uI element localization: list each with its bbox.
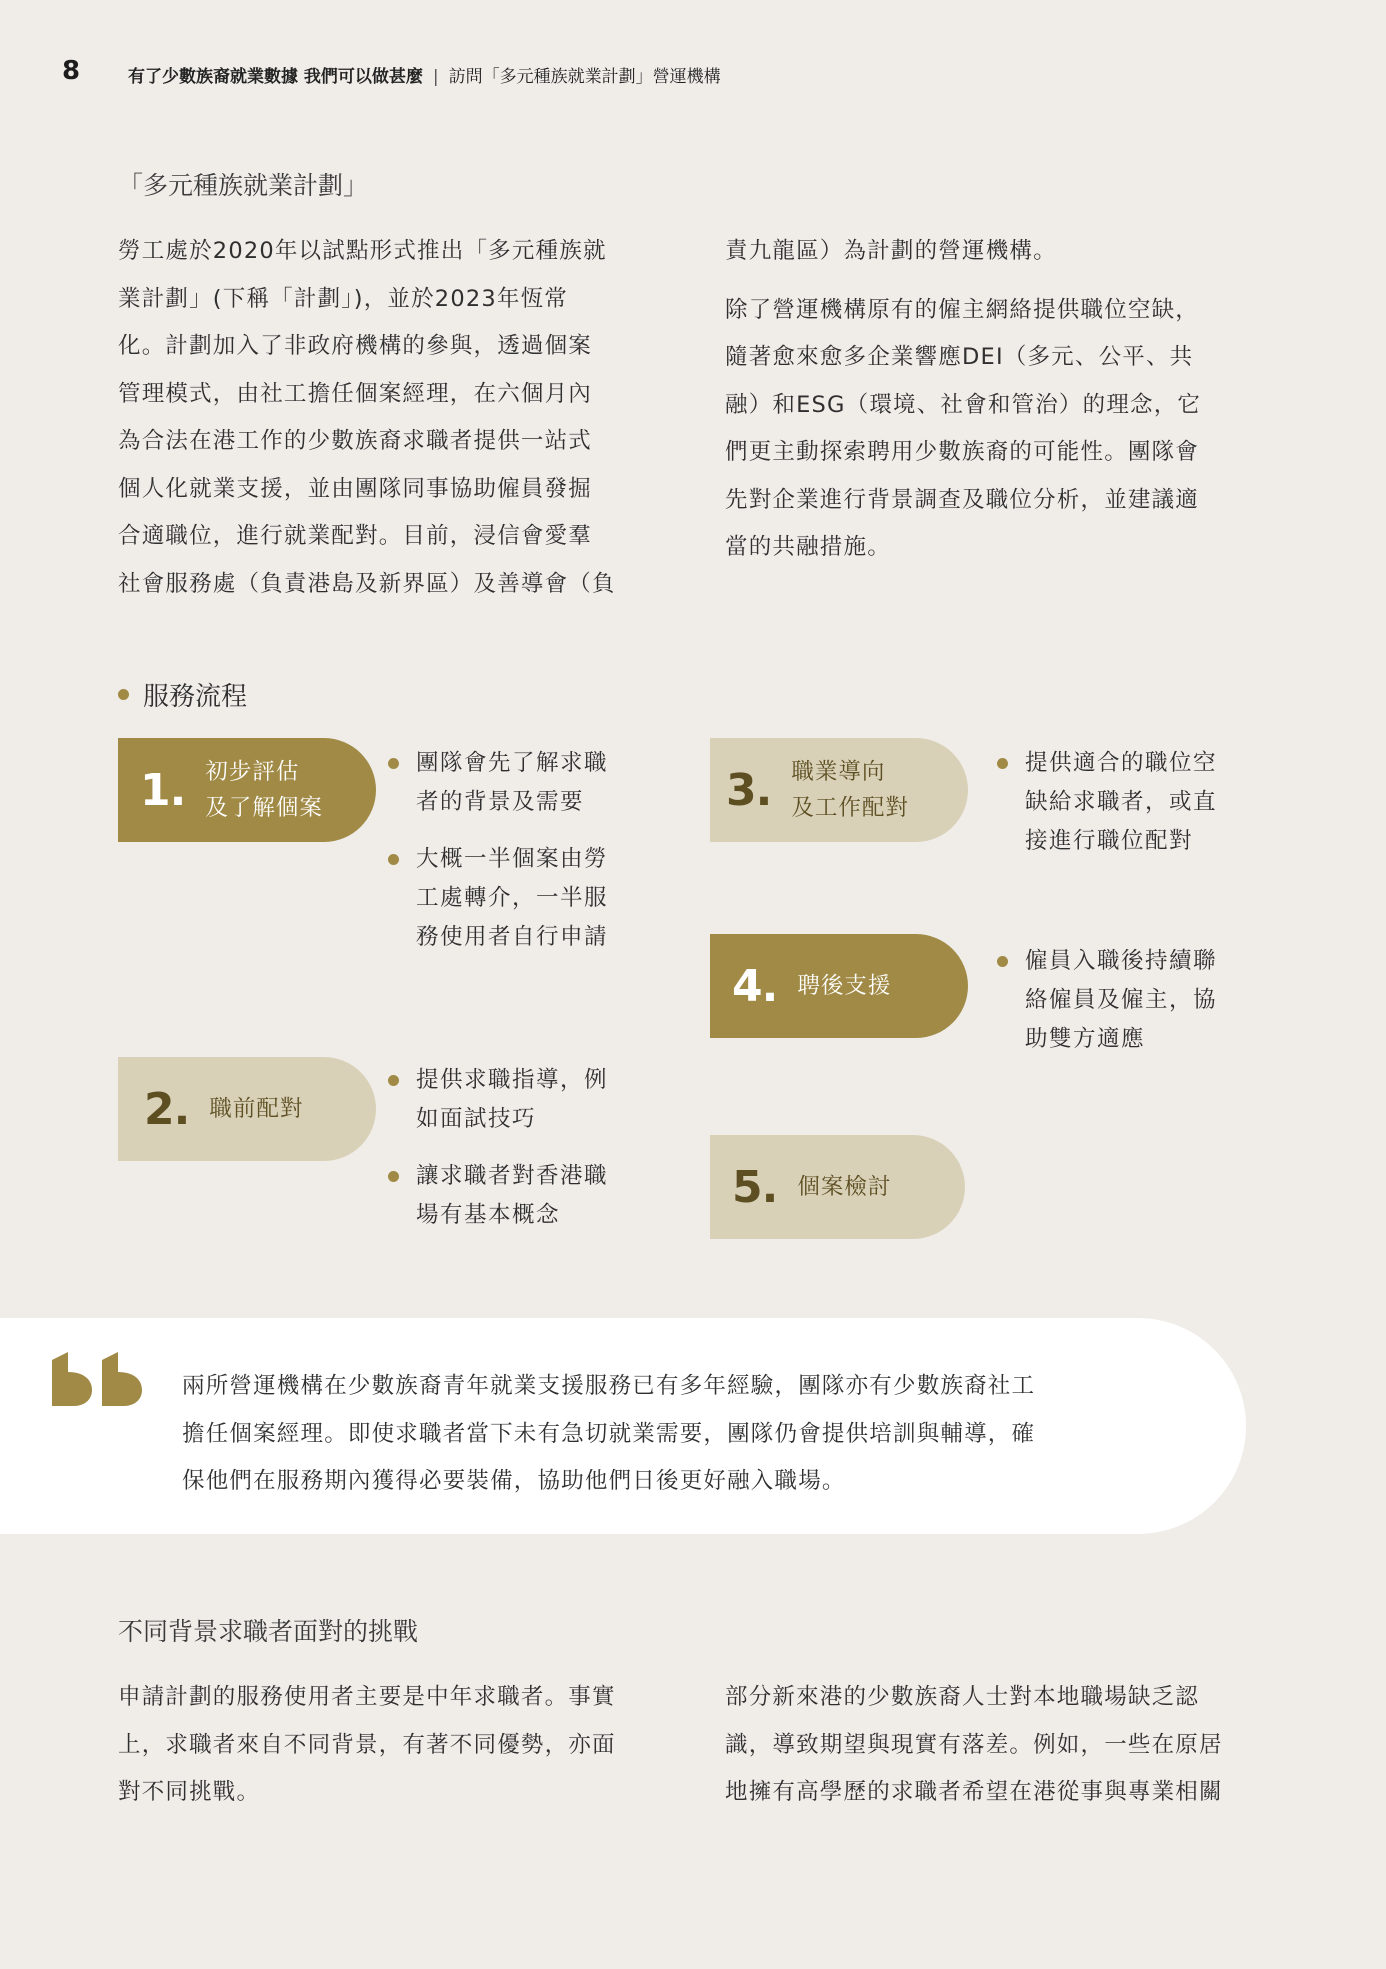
- intro-right-column: [725, 228, 1270, 572]
- process-heading: [118, 676, 247, 713]
- intro-line: 們更主動探索聘用少數族裔的可能性。團隊會: [725, 439, 1200, 465]
- challenges-line: 識，導致期望與現實有落差。例如，一些在原居: [725, 1731, 1223, 1758]
- step-label: [797, 1169, 891, 1205]
- intro-line: 業計劃」(下稱「計劃」)，並於2023年恆常: [118, 285, 568, 312]
- header-separator: |: [432, 67, 439, 87]
- quote-open-icon: [50, 1350, 146, 1412]
- intro-line: 為合法在港工作的少數族裔求職者提供一站式: [118, 428, 593, 454]
- section-title-challenges: 不同背景求職者面對的挑戰: [118, 1617, 419, 1646]
- step-number: 1.: [140, 764, 186, 816]
- step-2-pill: [118, 1057, 376, 1161]
- intro-line: 融）和ESG（環境、社會和管治）的理念，它: [725, 391, 1202, 418]
- step-2-bullets: [386, 1061, 656, 1253]
- quote-line: 擔任個案經理。即使求職者當下未有急切就業需要，團隊仍會提供培訓與輔導，確: [182, 1420, 1036, 1447]
- step-3-pill: [710, 738, 968, 842]
- step-1-bullets: [386, 744, 656, 975]
- step-label-line: 聘後支援: [797, 973, 892, 999]
- step-label-line: 及了解個案: [205, 795, 323, 821]
- bullet-dot-icon: [997, 758, 1008, 769]
- challenges-right-column: [725, 1674, 1270, 1817]
- challenges-line: 上，求職者來自不同背景，有著不同優勢，亦面: [118, 1731, 616, 1758]
- intro-line: 當的共融措施。: [725, 534, 891, 560]
- list-item: [386, 1061, 656, 1139]
- step-label: [797, 968, 891, 1004]
- bullet-dot-icon: [997, 956, 1008, 967]
- bullet-line: 如面試技巧: [416, 1106, 537, 1132]
- bullet-line: 務使用者自行申請: [416, 924, 609, 950]
- bullet-line: 提供適合的職位空: [1025, 750, 1218, 776]
- list-item: [386, 744, 656, 822]
- bullet-line: 大概一半個案由勞: [416, 846, 609, 872]
- step-4-pill: [710, 934, 968, 1038]
- bullet-line: 者的背景及需要: [416, 789, 585, 815]
- intro-line: 責九龍區）為計劃的營運機構。: [725, 238, 1057, 264]
- bullet-dot-icon: [388, 1171, 399, 1182]
- step-4-bullets: [995, 942, 1265, 1077]
- step-label-line: 初步評估: [205, 759, 300, 785]
- step-label: [205, 754, 323, 826]
- process-heading-text: 服務流程: [143, 682, 248, 712]
- step-label-line: 職前配對: [209, 1096, 304, 1122]
- bullet-line: 讓求職者對香港職: [416, 1163, 609, 1189]
- list-item: [386, 840, 656, 957]
- list-item: [995, 942, 1265, 1059]
- intro-line: 勞工處於2020年以試點形式推出「多元種族就: [118, 238, 607, 264]
- section-title-scheme: 「多元種族就業計劃」: [118, 171, 369, 200]
- intro-line: 個人化就業支援，並由團隊同事協助僱員發掘: [118, 475, 593, 502]
- quote-line: 保他們在服務期內獲得必要裝備，協助他們日後更好融入職場。: [182, 1468, 846, 1494]
- bullet-dot-icon: [388, 758, 399, 769]
- step-label-line: 個案檢討: [797, 1174, 892, 1200]
- step-1-pill: [118, 738, 376, 842]
- bullet-dot-icon: [118, 689, 129, 700]
- challenges-line: 地擁有高學歷的求職者希望在港從事與專業相關: [725, 1779, 1223, 1805]
- intro-line: 合適職位，進行就業配對。目前，浸信會愛羣: [118, 523, 593, 549]
- bullet-dot-icon: [388, 854, 399, 865]
- step-label-line: 職業導向: [791, 759, 886, 785]
- quote-line: 兩所營運機構在少數族裔青年就業支援服務已有多年經驗，團隊亦有少數族裔社工: [182, 1373, 1036, 1399]
- challenges-line: 對不同挑戰。: [118, 1779, 261, 1805]
- bullet-line: 提供求職指導，例: [416, 1067, 609, 1093]
- running-header: [128, 62, 721, 87]
- intro-left-column: [118, 228, 663, 608]
- intro-line: 社會服務處（負責港島及新界區）及善導會（負: [118, 570, 616, 597]
- step-label: [791, 754, 909, 826]
- step-number: 2.: [144, 1083, 190, 1135]
- challenges-line: 部分新來港的少數族裔人士對本地職場缺乏認: [725, 1684, 1200, 1710]
- intro-line: 化。計劃加入了非政府機構的參與，透過個案: [118, 333, 593, 359]
- bullet-line: 助雙方適應: [1025, 1026, 1146, 1052]
- quote-text: [182, 1363, 1162, 1506]
- bullet-line: 團隊會先了解求職: [416, 750, 609, 776]
- intro-line: 管理模式，由社工擔任個案經理，在六個月內: [118, 380, 593, 407]
- bullet-line: 缺給求職者，或直: [1025, 789, 1218, 815]
- challenges-line: 申請計劃的服務使用者主要是中年求職者。事實: [118, 1684, 616, 1710]
- step-label: [209, 1091, 303, 1127]
- bullet-line: 僱員入職後持續聯: [1025, 948, 1218, 974]
- list-item: [995, 744, 1265, 861]
- chapter-title: 訪問「多元種族就業計劃」營運機構: [448, 67, 721, 87]
- list-item: [386, 1157, 656, 1235]
- step-number: 5.: [732, 1161, 778, 1213]
- bullet-line: 場有基本概念: [416, 1202, 561, 1228]
- step-5-pill: [710, 1135, 965, 1239]
- intro-line: 先對企業進行背景調查及職位分析，並建議適: [725, 486, 1200, 513]
- page-number: 8: [62, 56, 81, 86]
- step-label-line: 及工作配對: [791, 795, 909, 821]
- step-3-bullets: [995, 744, 1265, 879]
- intro-line: 隨著愈來愈多企業響應DEI（多元、公平、共: [725, 344, 1194, 370]
- step-number: 3.: [726, 764, 772, 816]
- bullet-line: 接進行職位配對: [1025, 828, 1194, 854]
- publication-title: 有了少數族裔就業數據 我們可以做甚麼: [128, 67, 423, 87]
- bullet-line: 絡僱員及僱主，協: [1025, 987, 1218, 1013]
- challenges-left-column: [118, 1674, 663, 1817]
- bullet-dot-icon: [388, 1075, 399, 1086]
- step-number: 4.: [732, 960, 778, 1012]
- intro-line: 除了營運機構原有的僱主網絡提供職位空缺，: [725, 296, 1200, 323]
- bullet-line: 工處轉介，一半服: [416, 885, 609, 911]
